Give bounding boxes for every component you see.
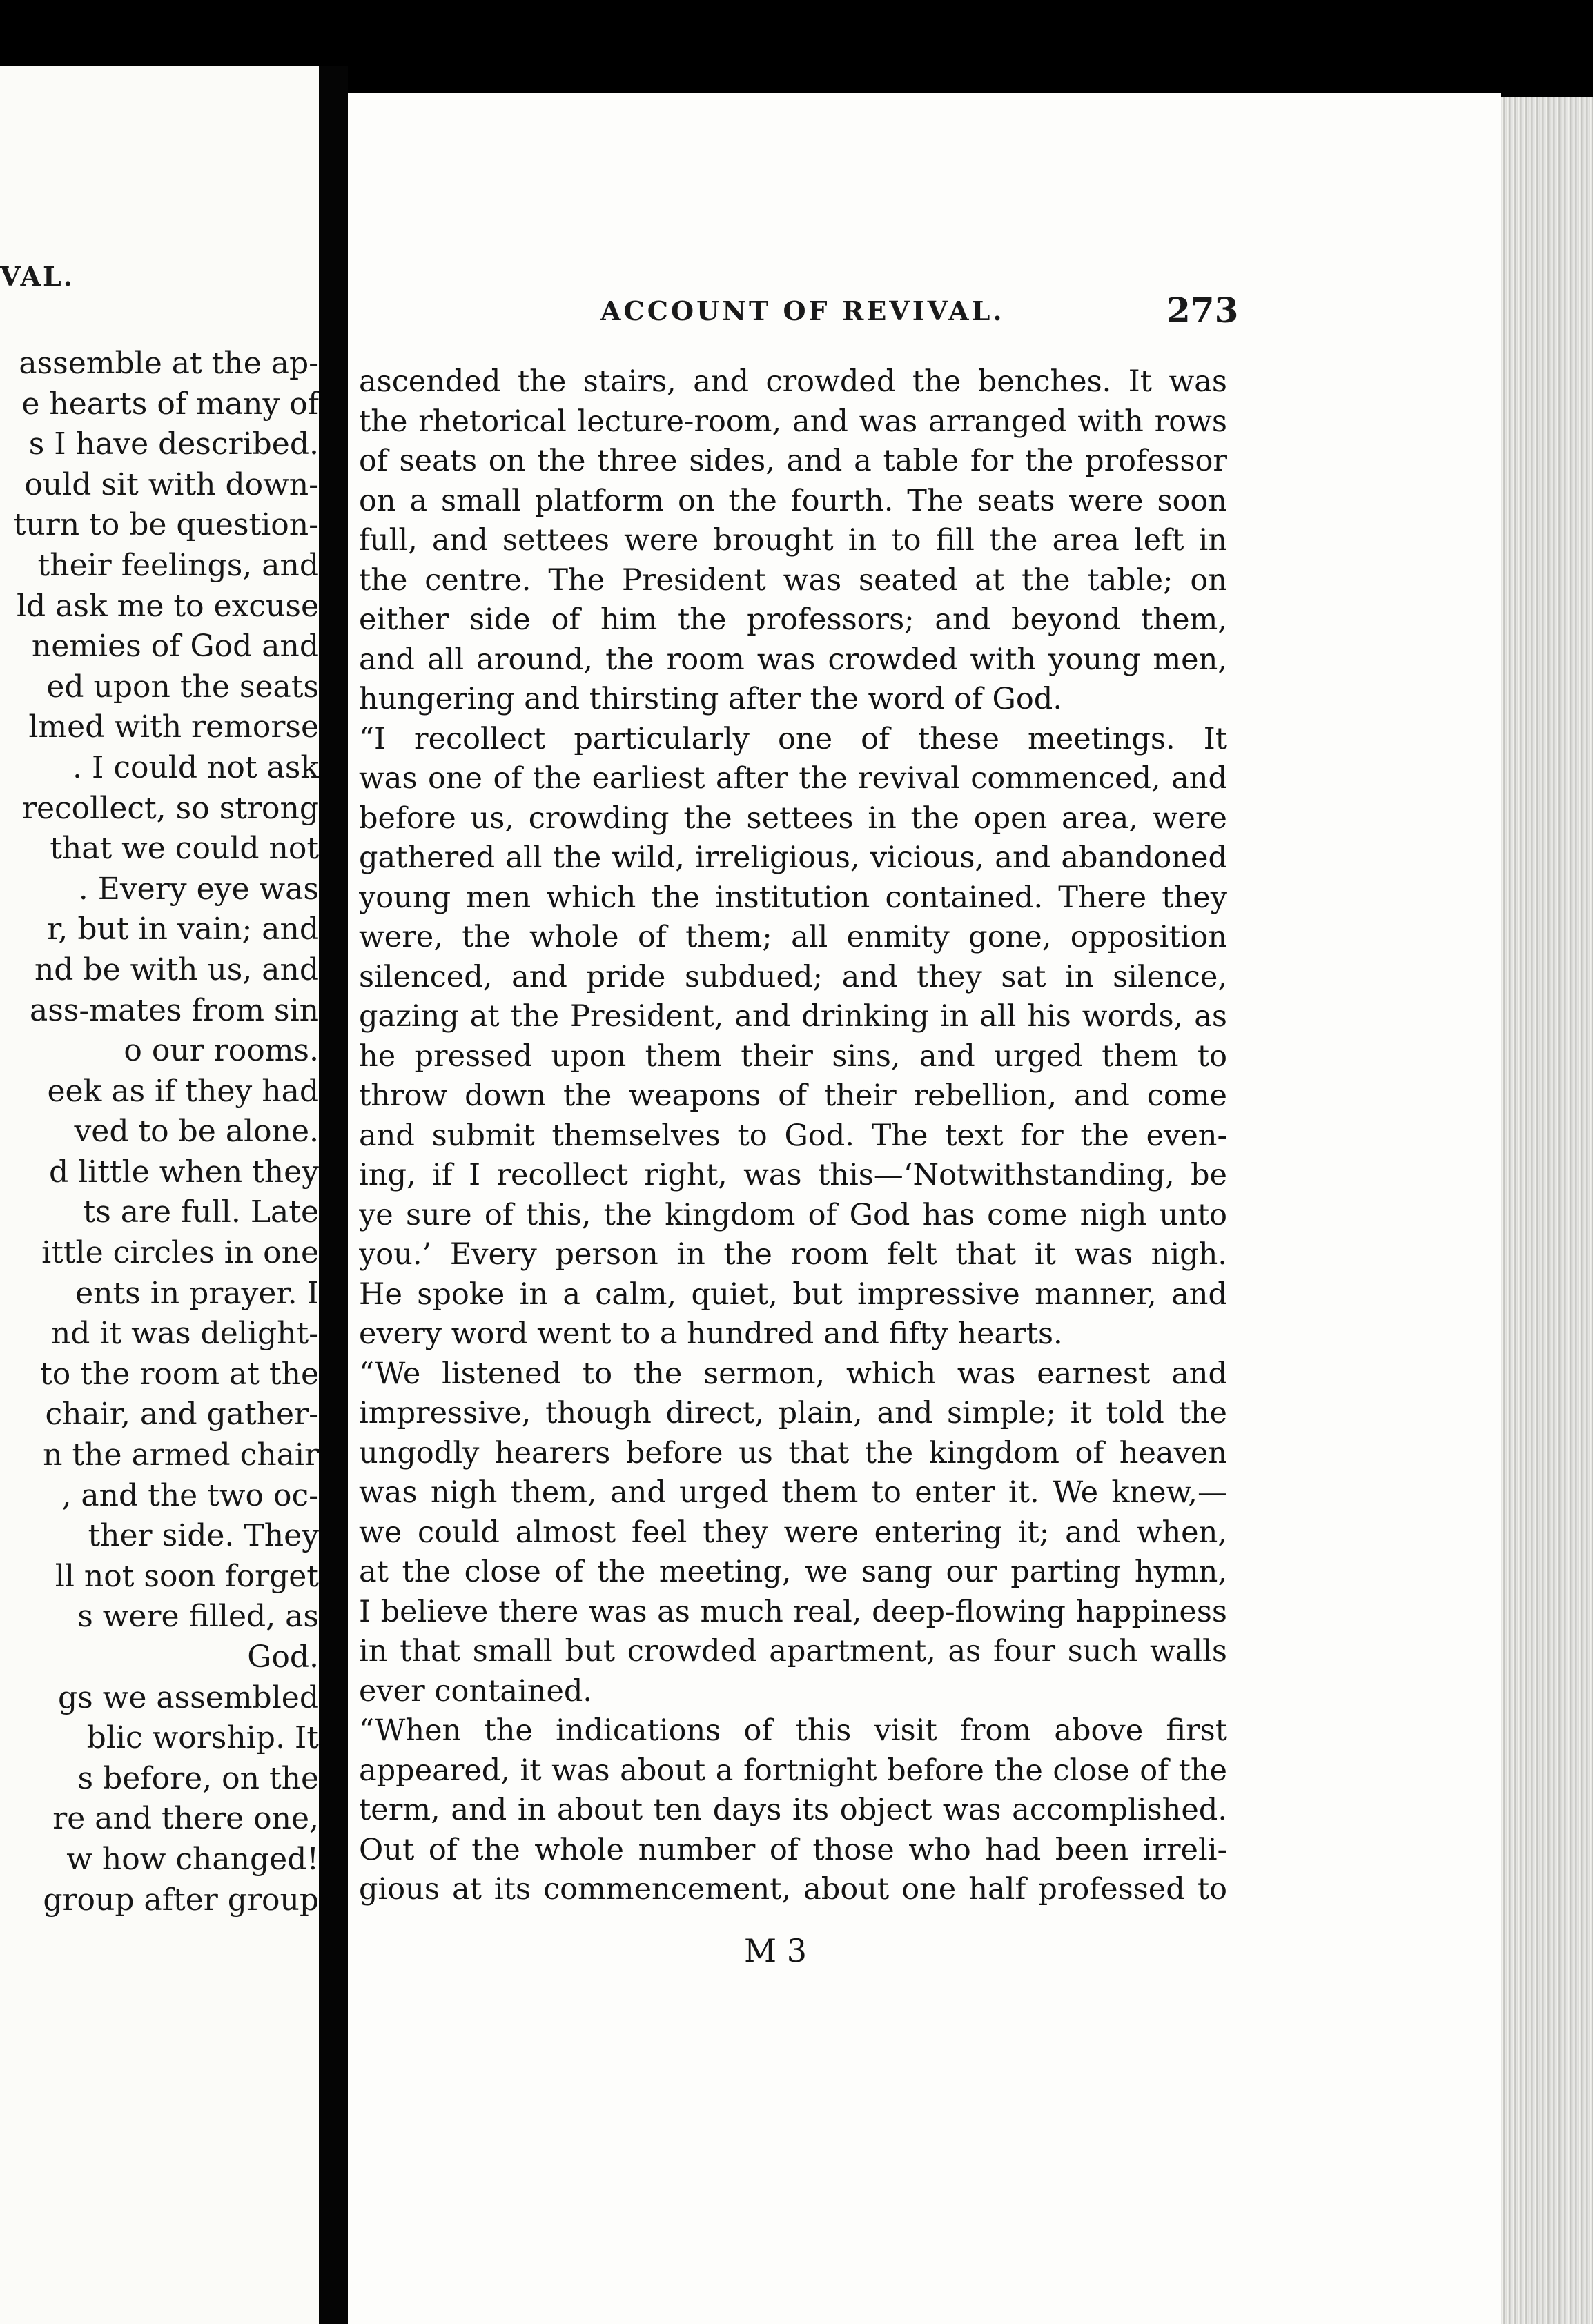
text-line: were, the whole of them; all enmity gone, opposition: [359, 920, 1227, 954]
left-page-line: turn to be question-: [13, 507, 319, 543]
text-line: in that small but crowded apartment, as four such walls: [359, 1634, 1227, 1668]
left-page-line: eek as if they had: [47, 1073, 319, 1109]
text-line: the centre. The President was seated at the table; on: [359, 562, 1227, 598]
left-page-line: . Every eye was: [78, 871, 319, 907]
left-page-line: n the armed chair: [43, 1437, 319, 1473]
text-line: of seats on the three sides, and a table for the professor: [359, 444, 1227, 478]
text-line: hungering and thirsting after the word of God.: [359, 682, 1062, 716]
text-line: was one of the earliest after the revival commenced, and: [359, 761, 1227, 796]
left-page-line: s were filled, as: [77, 1599, 319, 1635]
left-page-line: o our rooms.: [124, 1033, 319, 1069]
book-gutter: [319, 66, 348, 2324]
left-page-line: ther side. They: [88, 1518, 319, 1554]
page-edges: [1501, 97, 1593, 2324]
text-line: Out of the whole number of those who had been irreli-: [359, 1832, 1227, 1867]
text-line: gathered all the wild, irreligious, vicious, and abandoned: [359, 840, 1227, 875]
left-page-line: that we could not: [50, 831, 319, 867]
text-line: gazing at the President, and drinking in all his words, as: [359, 999, 1227, 1034]
left-page-line: d little when they: [48, 1154, 319, 1190]
left-page-text: [0, 344, 319, 1920]
text-line: was nigh them, and urged them to enter it. We knew,—: [359, 1475, 1227, 1510]
signature-mark: M 3: [744, 1932, 807, 1969]
text-line: silenced, and pride subdued; and they sat in silence,: [359, 959, 1227, 994]
text-line: and all around, the room was crowded with young men,: [359, 642, 1227, 677]
scan-top-border: [0, 0, 1593, 66]
text-line: we could almost feel they were entering it; and when,: [359, 1515, 1227, 1550]
text-line: “We listened to the sermon, which was earnest and: [359, 1356, 1227, 1391]
text-line: throw down the weapons of their rebellion, and come: [359, 1079, 1227, 1113]
text-line: you.’ Every person in the room felt that it was nigh.: [359, 1237, 1227, 1272]
left-page-line: nd it was delight-: [50, 1316, 319, 1352]
page-number: 273: [1166, 290, 1239, 331]
left-page-line: e hearts of many of: [21, 386, 319, 422]
left-page-line: group after group: [43, 1882, 319, 1918]
left-page-line: s before, on the: [77, 1760, 319, 1796]
text-line: either side of him the professors; and beyond them,: [359, 602, 1227, 637]
body-text: [359, 362, 1227, 1910]
text-line: impressive, though direct, plain, and simple; it told the: [359, 1396, 1227, 1430]
left-page-line: ld ask me to excuse: [16, 588, 319, 624]
left-page-line: gs we assembled: [57, 1680, 319, 1715]
text-line: ungodly hearers before us that the kingdom of heaven: [359, 1435, 1227, 1470]
left-page-line: ass-mates from sin: [29, 992, 319, 1028]
text-line: he pressed upon them their sins, and urged them to: [359, 1038, 1227, 1074]
left-page-line: . I could not ask: [72, 749, 319, 785]
left-page-line: nd be with us, and: [34, 952, 319, 987]
left-page-line: ittle circles in one: [41, 1235, 319, 1271]
text-line: I believe there was as much real, deep-flowing happiness: [359, 1594, 1227, 1629]
text-line: “I recollect particularly one of these meetings. It: [359, 721, 1227, 756]
text-line: ye sure of this, the kingdom of God has come nigh unto: [359, 1197, 1227, 1232]
text-line: on a small platform on the fourth. The seats were soon: [359, 483, 1227, 518]
left-page-line: w how changed!: [66, 1841, 319, 1877]
left-page-line: ll not soon forget: [55, 1558, 319, 1594]
left-page-line: their feelings, and: [37, 547, 319, 583]
text-line: gious at its commencement, about one half professed to: [359, 1872, 1227, 1907]
left-page-line: blic worship. It: [86, 1720, 319, 1756]
left-page-header: VAL.: [0, 261, 75, 292]
text-line: term, and in about ten days its object was accomplished.: [359, 1793, 1227, 1827]
left-page-line: recollect, so strong: [21, 790, 319, 826]
left-page-line: ents in prayer. I: [75, 1275, 319, 1311]
left-page-line: , and the two oc-: [61, 1477, 319, 1513]
left-page-line: s I have described.: [28, 426, 319, 462]
running-head: ACCOUNT OF REVIVAL.: [600, 295, 1005, 326]
left-page-line: chair, and gather-: [45, 1397, 319, 1432]
left-page-line: nemies of God and: [31, 629, 319, 664]
text-line: He spoke in a calm, quiet, but impressive manner, and: [359, 1277, 1227, 1312]
text-line: appeared, it was about a fortnight before the close of the: [359, 1753, 1227, 1788]
text-line: full, and settees were brought in to fill the area left in: [359, 523, 1227, 558]
text-line: ing, if I recollect right, was this—‘Notwithstanding, be: [359, 1158, 1227, 1192]
left-page-line: re and there one,: [52, 1801, 319, 1837]
text-line: and submit themselves to God. The text for the even-: [359, 1118, 1227, 1153]
text-line: “When the indications of this visit from above first: [359, 1713, 1227, 1748]
left-page-line: to the room at the: [40, 1356, 319, 1392]
left-page-line: ould sit with down-: [24, 466, 319, 502]
text-line: every word went to a hundred and fifty hearts.: [359, 1317, 1063, 1351]
left-page-line: ts are full. Late: [83, 1194, 319, 1230]
left-page-line: assemble at the ap-: [19, 346, 319, 381]
left-page-line: ved to be alone.: [74, 1114, 319, 1150]
text-line: the rhetorical lecture-room, and was arranged with rows: [359, 404, 1227, 439]
text-line: young men which the institution contained. There they: [359, 880, 1227, 915]
left-page-line: God.: [247, 1639, 319, 1675]
text-line: at the close of the meeting, we sang our parting hymn,: [359, 1555, 1227, 1589]
left-page-line: ed upon the seats: [46, 669, 319, 705]
text-line: ascended the stairs, and crowded the benches. It was: [359, 364, 1227, 399]
left-page-line: lmed with remorse: [28, 709, 319, 745]
text-line: before us, crowding the settees in the open area, were: [359, 800, 1227, 836]
left-page-line: r, but in vain; and: [47, 912, 319, 947]
text-line: ever contained.: [359, 1673, 593, 1708]
